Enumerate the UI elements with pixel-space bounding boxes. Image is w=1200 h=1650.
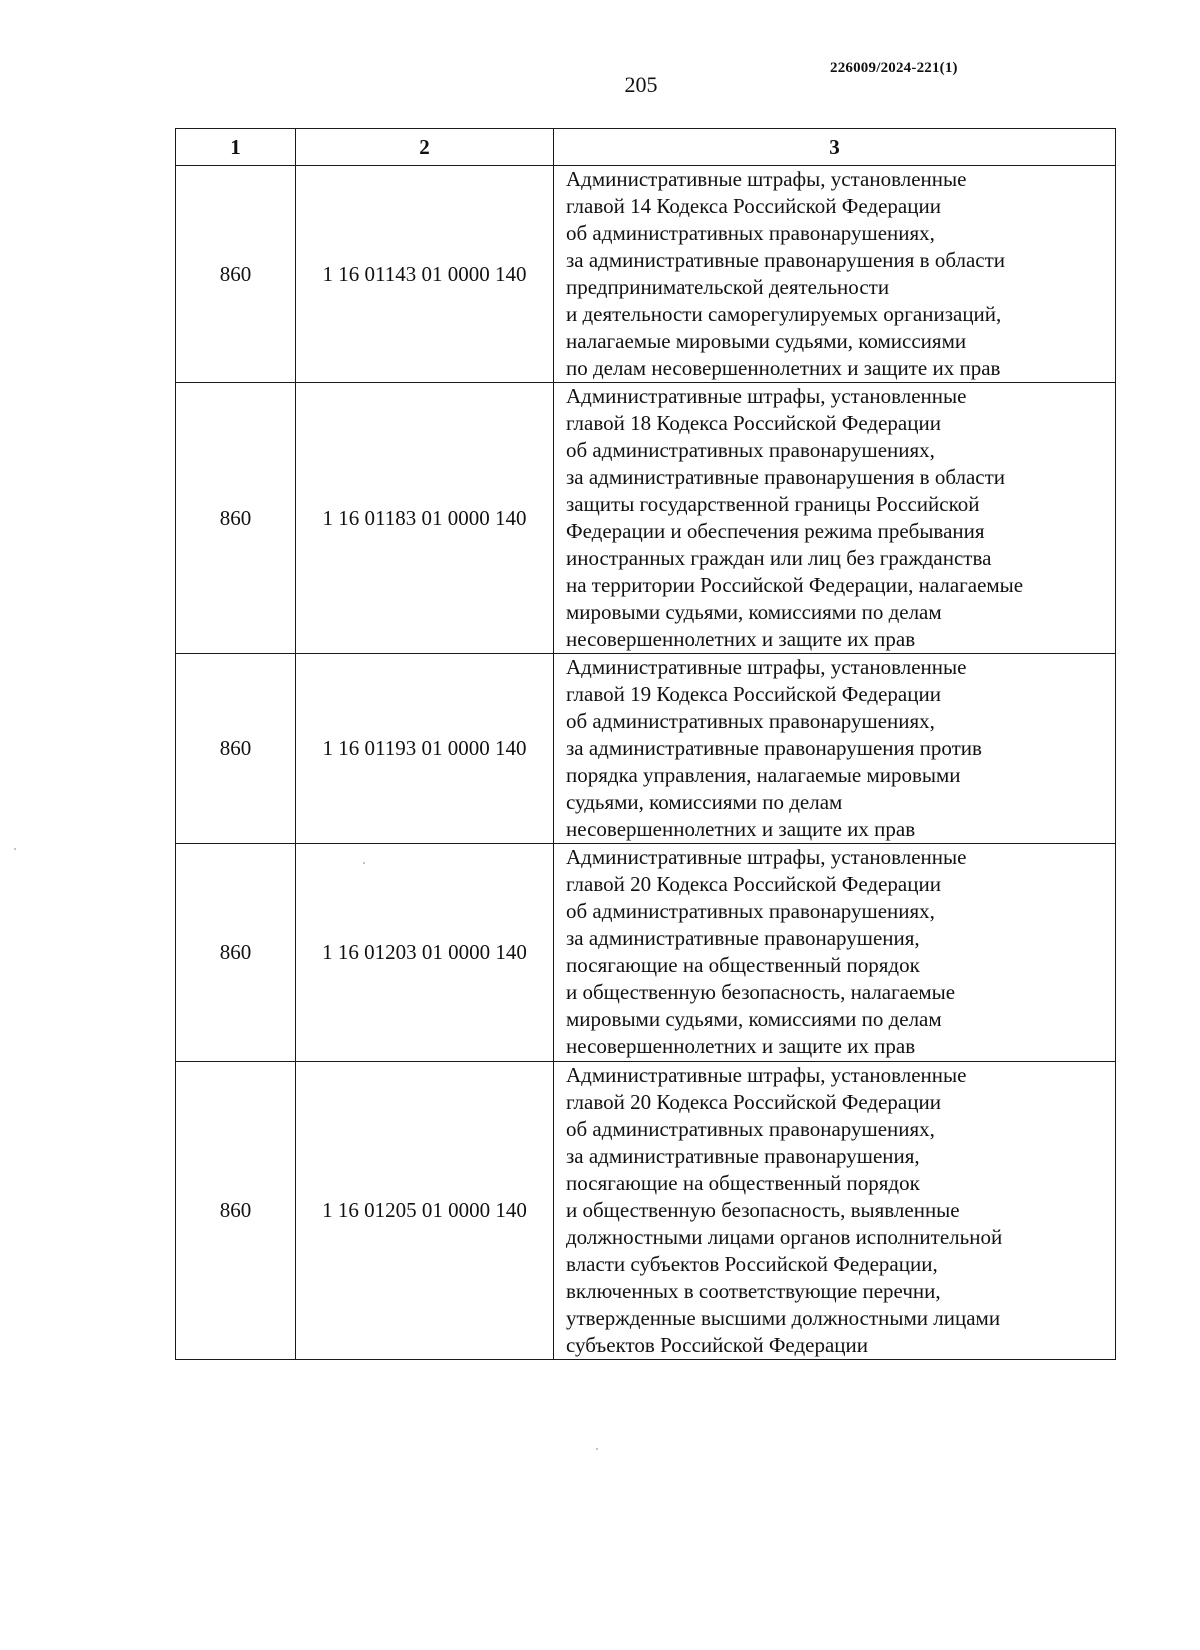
kbk-code-cell: 1 16 01203 01 0000 140 [296,844,554,1062]
column-header-3: 3 [554,129,1116,166]
kbk-code-cell: 1 16 01205 01 0000 140 [296,1062,554,1360]
table-row [176,844,1116,1062]
scan-speck [596,1448,598,1450]
budget-classification-table-wrapper [175,128,1115,1360]
kbk-code-cell: 1 16 01143 01 0000 140 [296,166,554,383]
table-row [176,1062,1116,1360]
document-registration-number: 226009/2024-221(1) [830,60,958,76]
page-number: 205 [624,72,658,97]
description-cell: Административные штрафы, установленные главой 19 Кодекса Российской Федерации об административных правонарушениях, за административные правонарушения против порядка управления, налагаемые мировыми судьями, комиссиями по делам несовершеннолетних и защите их прав [554,654,1116,844]
table-row [176,166,1116,383]
description-cell: Административные штрафы, установленные главой 18 Кодекса Российской Федерации об административных правонарушениях, за административные правонарушения в области защиты государственной границы Российской Федерации и обеспечения режима пребывания иностранных граждан или лиц без гражданства на территории Российской Федерации, налагаемые мировыми судьями, комиссиями по делам несовершеннолетних и защите их прав [554,383,1116,654]
kbk-code-cell: 1 16 01183 01 0000 140 [296,383,554,654]
column-header-1: 1 [176,129,296,166]
description-cell: Административные штрафы, установленные главой 20 Кодекса Российской Федерации об административных правонарушениях, за административные правонарушения, посягающие на общественный порядок и общественную безопасность, налагаемые мировыми судьями, комиссиями по делам несовершеннолетних и защите их прав [554,844,1116,1062]
column-header-2: 2 [296,129,554,166]
admin-code-cell: 860 [176,383,296,654]
kbk-code-cell: 1 16 01193 01 0000 140 [296,654,554,844]
admin-code-cell: 860 [176,654,296,844]
scan-speck [14,848,16,850]
table-row [176,383,1116,654]
table-row [176,654,1116,844]
budget-classification-table [175,128,1116,1360]
admin-code-cell: 860 [176,844,296,1062]
table-header [176,129,1116,166]
table-header-row [176,129,1116,166]
scan-speck [363,862,365,864]
description-cell: Административные штрафы, установленные главой 14 Кодекса Российской Федерации об административных правонарушениях, за административные правонарушения в области предпринимательской деятельности и деятельности саморегулируемых организаций, налагаемые мировыми судьями, комиссиями по делам несовершеннолетних и защите их прав [554,166,1116,383]
admin-code-cell: 860 [176,1062,296,1360]
admin-code-cell: 860 [176,166,296,383]
description-cell: Административные штрафы, установленные главой 20 Кодекса Российской Федерации об административных правонарушениях, за административные правонарушения, посягающие на общественный порядок и общественную безопасность, выявленные должностными лицами органов исполнительной власти субъектов Российской Федерации, включенных в соответствующие перечни, утвержденные высшими должностными лицами субъектов Российской Федерации [554,1062,1116,1360]
table-body [176,166,1116,1360]
